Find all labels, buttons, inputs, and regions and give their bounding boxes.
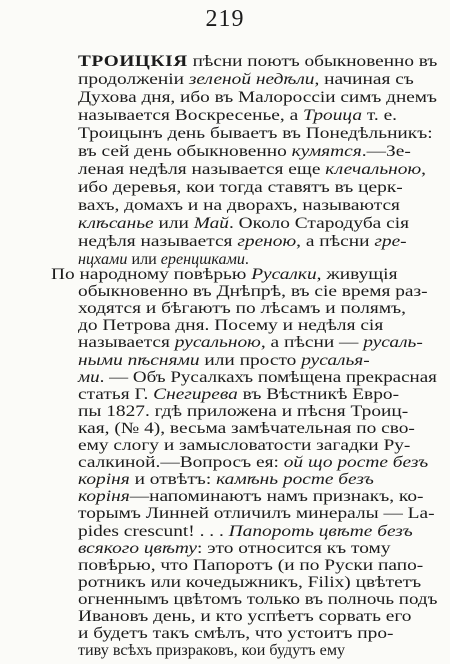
text-run: т. е.	[362, 107, 398, 124]
italic-term: Май	[193, 215, 229, 232]
text-run: обыкновенно въ Днѣпрѣ, въ сіе время раз-	[78, 283, 428, 301]
text-run: недѣля называется	[78, 233, 238, 250]
text-run: , а пѣсни	[296, 233, 375, 250]
text-run: статья Г.	[78, 385, 154, 403]
italic-term: коріня	[78, 471, 130, 489]
page-number: 219	[205, 6, 245, 32]
italic-term: клѣсанье	[78, 215, 154, 232]
text-run: .—Зе-	[361, 143, 411, 160]
text-run: и отвѣтъ:	[129, 471, 217, 489]
italic-term: кумятся	[291, 143, 362, 160]
italic-term: Троица	[303, 107, 363, 124]
italic-term: Папороть цвѣте безъ	[228, 522, 413, 540]
text-run: называется Воскресенье, а	[78, 107, 304, 124]
italic-term: коріня	[78, 488, 130, 506]
italic-term: Снегирева	[153, 385, 238, 403]
text-run: , начиная съ	[314, 71, 414, 88]
text-run: пы 1827. гдѣ приложена и пѣсня Троиц-	[78, 402, 409, 420]
italic-term: камѣнь росте безъ	[216, 471, 374, 489]
text-run: ему слогу и замысловатости загадки Ру-	[78, 437, 411, 454]
italic-term: Русалки	[251, 266, 317, 283]
italic-term: ными пѣснями	[78, 351, 200, 369]
text-run: .	[244, 251, 249, 268]
text-run: : это относится къ тому	[197, 539, 391, 557]
text-run: Троицынъ день бываетъ въ Понедѣльникъ:	[78, 125, 433, 142]
italic-term: нцхами	[78, 251, 128, 268]
text-run: По народному повѣрью	[51, 266, 252, 283]
italic-term: ми	[78, 368, 100, 386]
text-run: pides crescunt! . . .	[78, 522, 229, 540]
italic-term: всякого цвѣту	[78, 539, 198, 557]
text-run: ,	[421, 161, 427, 178]
text-run: . Около Стародуба сія	[228, 215, 410, 232]
text-run: кая, (№ 4), весьма замѣчательная по сво-	[78, 419, 415, 437]
text-run: , а пѣсни —	[260, 334, 364, 352]
text-run: ротникъ или кочедыжникъ, Filix) цвѣтетъ	[78, 573, 422, 591]
text-run: пѣсни поютъ обыкновенно въ	[187, 53, 438, 70]
text-run: до Петрова дня. Посему и недѣля сія	[78, 317, 384, 335]
text-run: вахъ, домахъ и на дворахъ, называются	[78, 197, 400, 214]
italic-term: русальною	[174, 334, 261, 352]
text-run: или	[153, 215, 194, 232]
text-run: Ивановъ день, и кто успѣетъ сорвать его	[78, 608, 412, 625]
text-run: —напоминаютъ намъ признакъ, ко-	[129, 488, 424, 506]
text-run: въ Вѣстникѣ Евро-	[237, 385, 400, 403]
italic-term: гре-	[374, 233, 407, 250]
text-run: торымъ Линней отличилъ минералы — La-	[78, 505, 435, 523]
text-run: тиву всѣхъ призраковъ, кои будутъ ему	[78, 642, 346, 660]
text-run: ибо деревья, кои тогда ставятъ въ церк-	[78, 179, 403, 196]
text-run: повѣрью, что Папоротъ (и по Руски папо-	[78, 556, 424, 574]
heading-word: ТРОИЦКІЯ	[78, 53, 188, 70]
italic-term: зеленой недѣли	[188, 71, 315, 88]
italic-term: ой що росте безъ	[283, 454, 429, 472]
text-run: называется	[78, 334, 175, 352]
italic-term: клечальною	[325, 161, 422, 178]
italic-term: русаль-	[363, 334, 423, 352]
text-run: леная недѣля называется еще	[78, 161, 326, 178]
text-line	[78, 641, 345, 662]
text-run: и будетъ такъ смѣлъ, что устоитъ про-	[78, 625, 394, 643]
text-run: . — Объ Русалкахъ помѣщена прекрасная	[99, 368, 437, 386]
text-run: или	[127, 251, 161, 268]
text-run: Духова дня, ибо въ Малороссіи симъ днемъ	[78, 89, 437, 106]
text-run: огненнымъ цвѣтомъ только въ полночь подъ	[78, 590, 438, 608]
text-run: , живущія	[316, 266, 398, 283]
text-run: или просто	[199, 351, 302, 369]
text-run: ходятся и бѣгаютъ по лѣсамъ и полямъ,	[78, 300, 406, 318]
text-run: салкиной.—Вопросъ ея:	[78, 454, 284, 472]
text-run: въ сей день обыкновенно	[78, 143, 292, 160]
italic-term: еренцшками	[160, 251, 245, 268]
text-run: продолженіи	[78, 71, 189, 88]
italic-term: греною	[237, 233, 297, 250]
italic-term: русалья-	[301, 351, 370, 369]
